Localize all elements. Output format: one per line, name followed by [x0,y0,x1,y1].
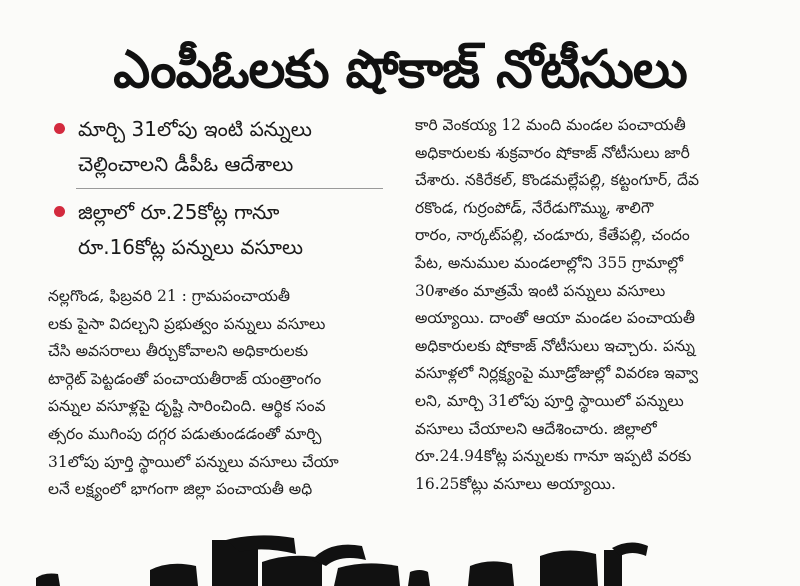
headline: ఎంపీఓలకు షోకాజ్ నోటీసులు [113,40,687,100]
body-line: పేట, అనుముల మండలాల్లోని 355 గ్రామాల్లో [415,253,684,272]
bullet-line: జిల్లాలో రూ.25కోట్ల గానూ [78,200,280,224]
bullet-point-2 [48,195,393,265]
bullet-dot-icon [54,206,65,217]
body-line: త్సరం ముగింపు దగ్గర పడుతుండడంతో మార్చి [48,424,322,443]
bullet-dot-icon [54,123,65,134]
left-column [48,112,393,504]
body-line: పన్నుల వసూళ్లపై దృష్టి సారించింది. ఆర్థిక సంవ [48,397,326,416]
body-line: అధికారులకు షోకాజ్ నోటీసులు ఇచ్చారు. పన్ను [415,336,695,355]
bullet-point-1 [48,112,393,182]
bullet-line: మార్చి 31లోపు ఇంటి పన్నులు [78,117,312,141]
body-line: అయ్యాయి. దాంతో ఆయా మండల పంచాయతీ [415,309,695,328]
body-line: టార్గెట్ పెట్టడంతో పంచాయతీరాజ్ యంత్రాంగం [48,369,322,388]
body-line: కారి వెంకయ్య 12 మంది మండల పంచాయతీ [415,116,686,134]
bullet-line: రూ.16కోట్ల పన్నులు వసూలు [78,235,304,259]
body-line: లని, మార్చి 31లోపు పూర్తి స్థాయిలో పన్నులు [415,391,684,410]
body-line: 31లోపు పూర్తి స్థాయిలో పన్నులు వసూలు చేయా [48,452,339,471]
article-body-right [415,112,763,498]
body-line: రారం, నార్కట్‌పల్లి, చండూరు, కేతేపల్లి, చందం [415,226,690,245]
body-line: 16.25కోట్లు వసూలు అయ్యాయి. [415,474,616,493]
body-line: లకు పైసా విదల్చని ప్రభుత్వం పన్నులు వసూలు [48,314,326,333]
body-line: రూ.24.94కోట్ల పన్నులకు గానూ ఇప్పటి వరకు [415,447,692,466]
body-line: అధికారులకు శుక్రవారం షోకాజ్ నోటీసులు జారీ [415,143,690,162]
right-column [415,112,763,498]
article-body-left [48,283,393,504]
bullet-divider [76,188,383,189]
next-headline-cropped [0,532,800,586]
bullet-line: చెల్లించాలని డీపీఓ ఆదేశాలు [78,152,294,176]
body-line: 30శాతం మాత్రమే ఇంటి పన్నులు వసూలు [415,281,666,300]
body-line: రకొండ, గుర్రంపోడ్, నేరేడుగొమ్ము, శాలిగౌ [415,198,654,217]
body-line: చేసి అవసరాలు తీర్చుకోవాలని అధికారులకు [48,342,309,361]
body-line: చేశారు. నకిరేకల్, కొండమల్లేపల్లి, కట్టంగూర్, దేవ [415,171,699,190]
body-line: వసూలు చేయాలని ఆదేశించారు. జిల్లాలో [415,419,657,438]
body-line: లనే లక్ష్యంలో భాగంగా జిల్లా పంచాయతీ అధి [48,480,313,499]
body-line: నల్లగొండ, ఫిబ్రవరి 21 : గ్రామపంచాయతీ [48,287,290,305]
body-line: వసూళ్లలో నిర్లక్ష్యంపై మూడ్రోజుల్లో వివరణ ఇవ్వా [415,364,699,383]
